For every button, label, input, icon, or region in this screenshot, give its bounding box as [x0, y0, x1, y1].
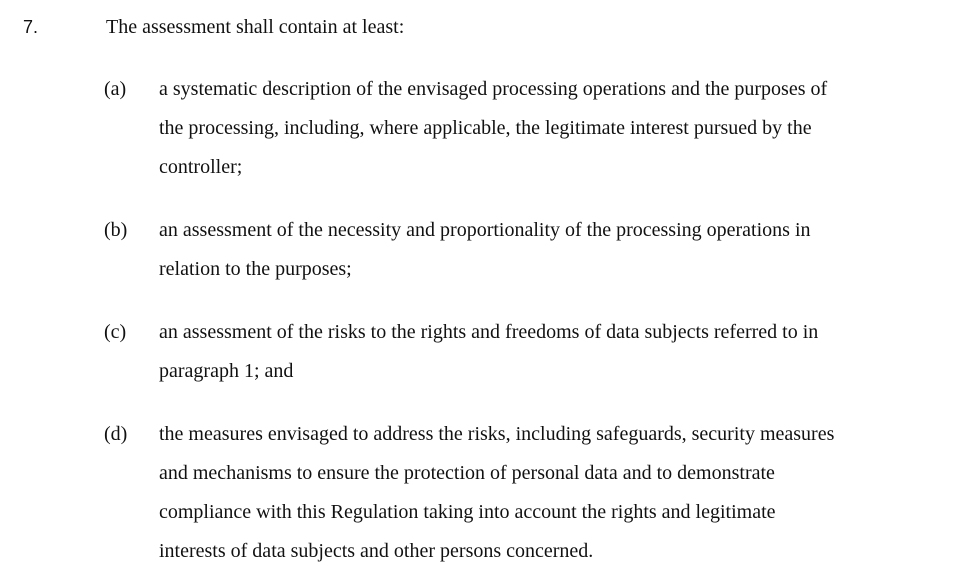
item-line: a systematic description of the envisaged processing operations and the purposes of	[159, 78, 828, 100]
item-label: (a)	[104, 78, 127, 100]
item-line: paragraph 1; and	[159, 360, 294, 382]
item-label: (b)	[104, 219, 128, 241]
item-text	[159, 211, 811, 289]
item-line: and mechanisms to ensure the protection of personal data and to demonstrate	[159, 462, 775, 484]
item-line: the processing, including, where applicable, the legitimate interest pursued by the	[159, 117, 812, 139]
paragraph-intro: The assessment shall contain at least:	[106, 16, 405, 38]
item-line: an assessment of the risks to the rights and freedoms of data subjects referred to in	[159, 321, 819, 343]
item-line: interests of data subjects and other persons concerned.	[159, 540, 594, 562]
item-line: an assessment of the necessity and proportionality of the processing operations in	[159, 219, 811, 241]
paragraph-number: 7.	[23, 17, 39, 37]
item-label: (c)	[104, 321, 127, 343]
item-text	[159, 70, 827, 187]
item-line: the measures envisaged to address the risks, including safeguards, security measures	[159, 423, 835, 445]
item-text	[159, 313, 818, 391]
item-line: relation to the purposes;	[159, 258, 352, 280]
item-line: compliance with this Regulation taking into account the rights and legitimate	[159, 501, 776, 523]
item-line: controller;	[159, 156, 243, 178]
item-label: (d)	[104, 423, 128, 445]
item-text	[159, 415, 834, 571]
